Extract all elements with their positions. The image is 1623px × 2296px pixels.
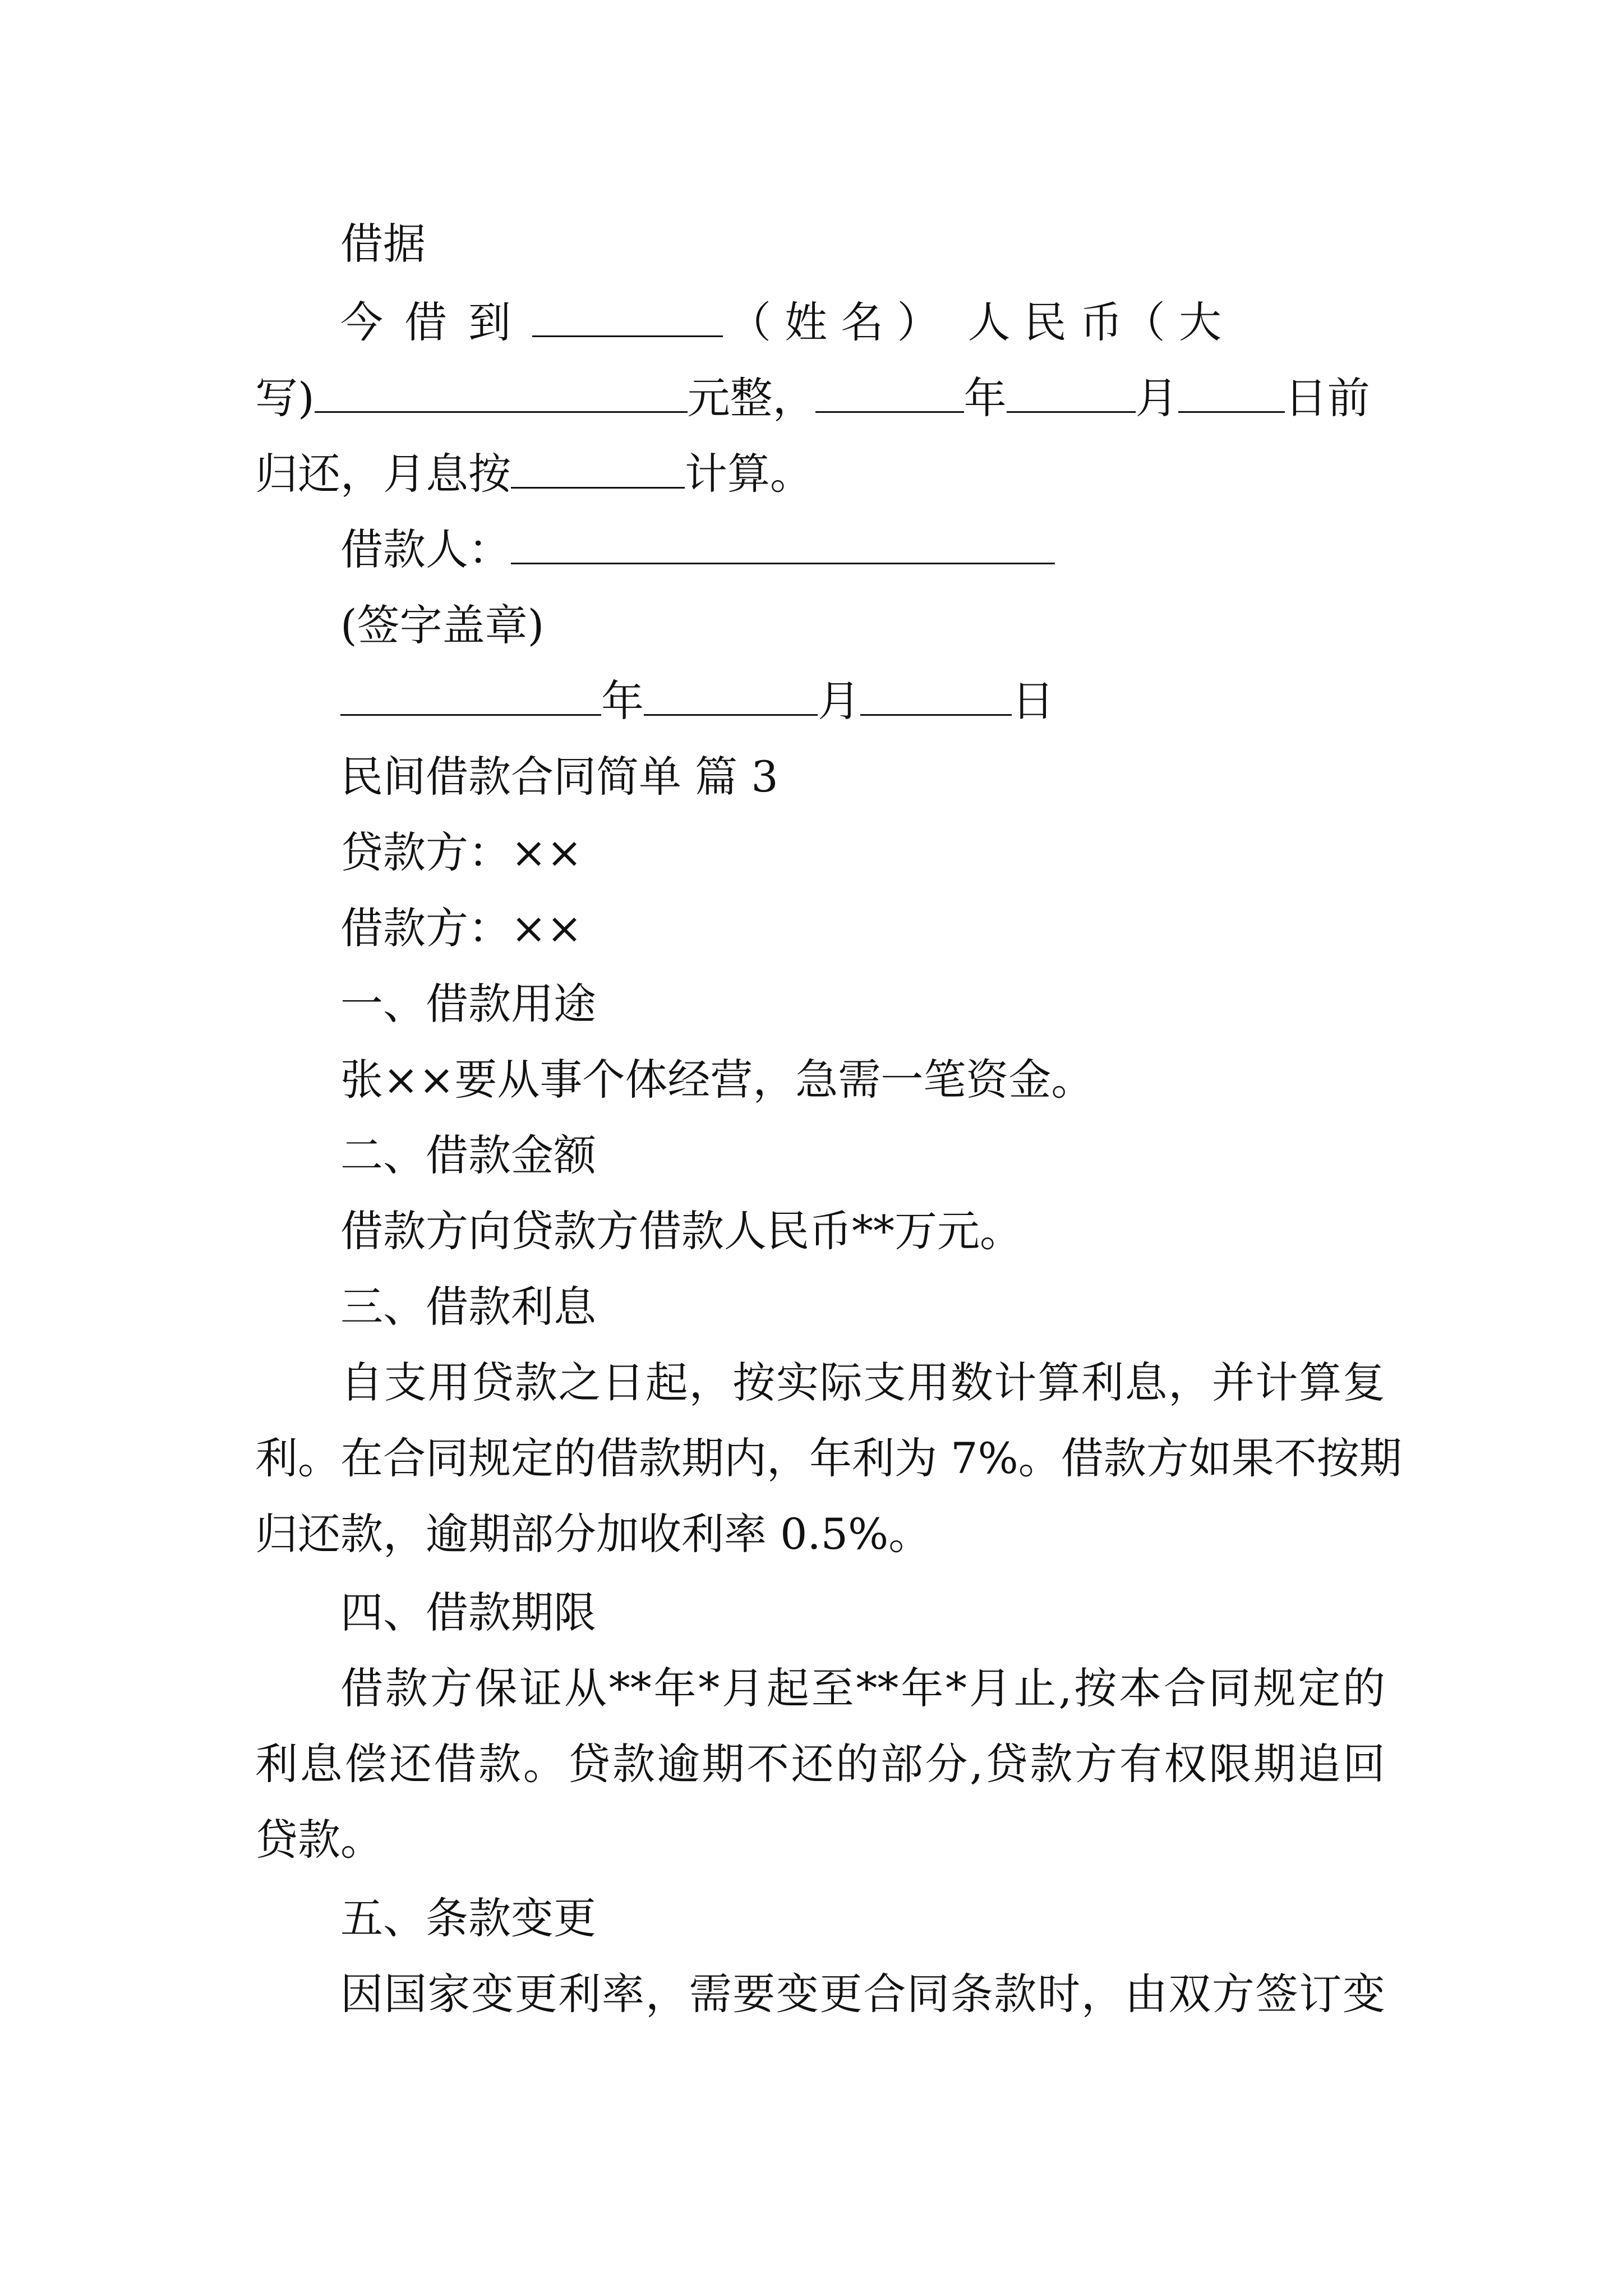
borrower-signature-line: 借款人： [340, 522, 1385, 578]
date-year-blank [340, 674, 601, 716]
clause-heading-2: 二、借款金额 [340, 1130, 596, 1180]
name-blank [532, 295, 723, 337]
clause-text-4-line-3: 贷款。 [255, 1815, 383, 1865]
amount-blank [315, 371, 688, 413]
lender-line: 贷款方：×× [340, 827, 583, 877]
clause-text-1: 张××要从事个体经营，急需一笔资金。 [340, 1055, 1094, 1105]
clause-text-3-line-3: 归还款，逾期部分加收利率 0.5%。 [255, 1509, 932, 1559]
month-blank [1007, 371, 1136, 413]
clause-heading-4: 四、借款期限 [340, 1588, 596, 1637]
document-title: 借据 [340, 219, 426, 269]
date-day-blank [860, 674, 1012, 716]
year-blank [815, 371, 964, 413]
clause-heading-1: 一、借款用途 [340, 979, 596, 1029]
clause-text-4-line-1: 借款方保证从**年*月起至**年*月止,按本合同规定的 [340, 1663, 1385, 1713]
section-heading: 民间借款合同简单 篇 3 [340, 752, 778, 802]
clause-heading-3: 三、借款利息 [340, 1282, 596, 1332]
clause-text-2: 借款方向贷款方借款人民币**万元。 [340, 1206, 1022, 1256]
borrower-blank [511, 522, 1055, 564]
clause-text-3-line-1: 自支用贷款之日起，按实际支用数计算利息，并计算复 [340, 1358, 1385, 1407]
clause-heading-5: 五、条款变更 [340, 1893, 596, 1943]
signature-date-line: 年 月 日 [340, 673, 1385, 729]
clause-text-5-line-1: 因国家变更利率，需要变更合同条款时，由双方签订变 [340, 1969, 1385, 2019]
clause-text-4-line-2: 利息偿还借款。贷款逾期不还的部分,贷款方有权限期追回 [255, 1739, 1385, 1789]
loan-line-2: 写) 元整， 年 月 日前 [255, 370, 1385, 426]
sign-note: (签字盖章) [340, 600, 545, 650]
borrower-line: 借款方：×× [340, 903, 583, 953]
date-month-blank [644, 674, 818, 716]
loan-line-3: 归还，月息按 计算。 [255, 446, 1385, 502]
loan-line-1: 今借到 （ 姓 名 ） 人 民 币（ 大 [340, 295, 1385, 351]
day-blank [1178, 371, 1285, 413]
interest-blank [511, 447, 685, 489]
clause-text-3-line-2: 利。在合同规定的借款期内，年利为 7%。借款方如果不按期 [255, 1433, 1402, 1483]
